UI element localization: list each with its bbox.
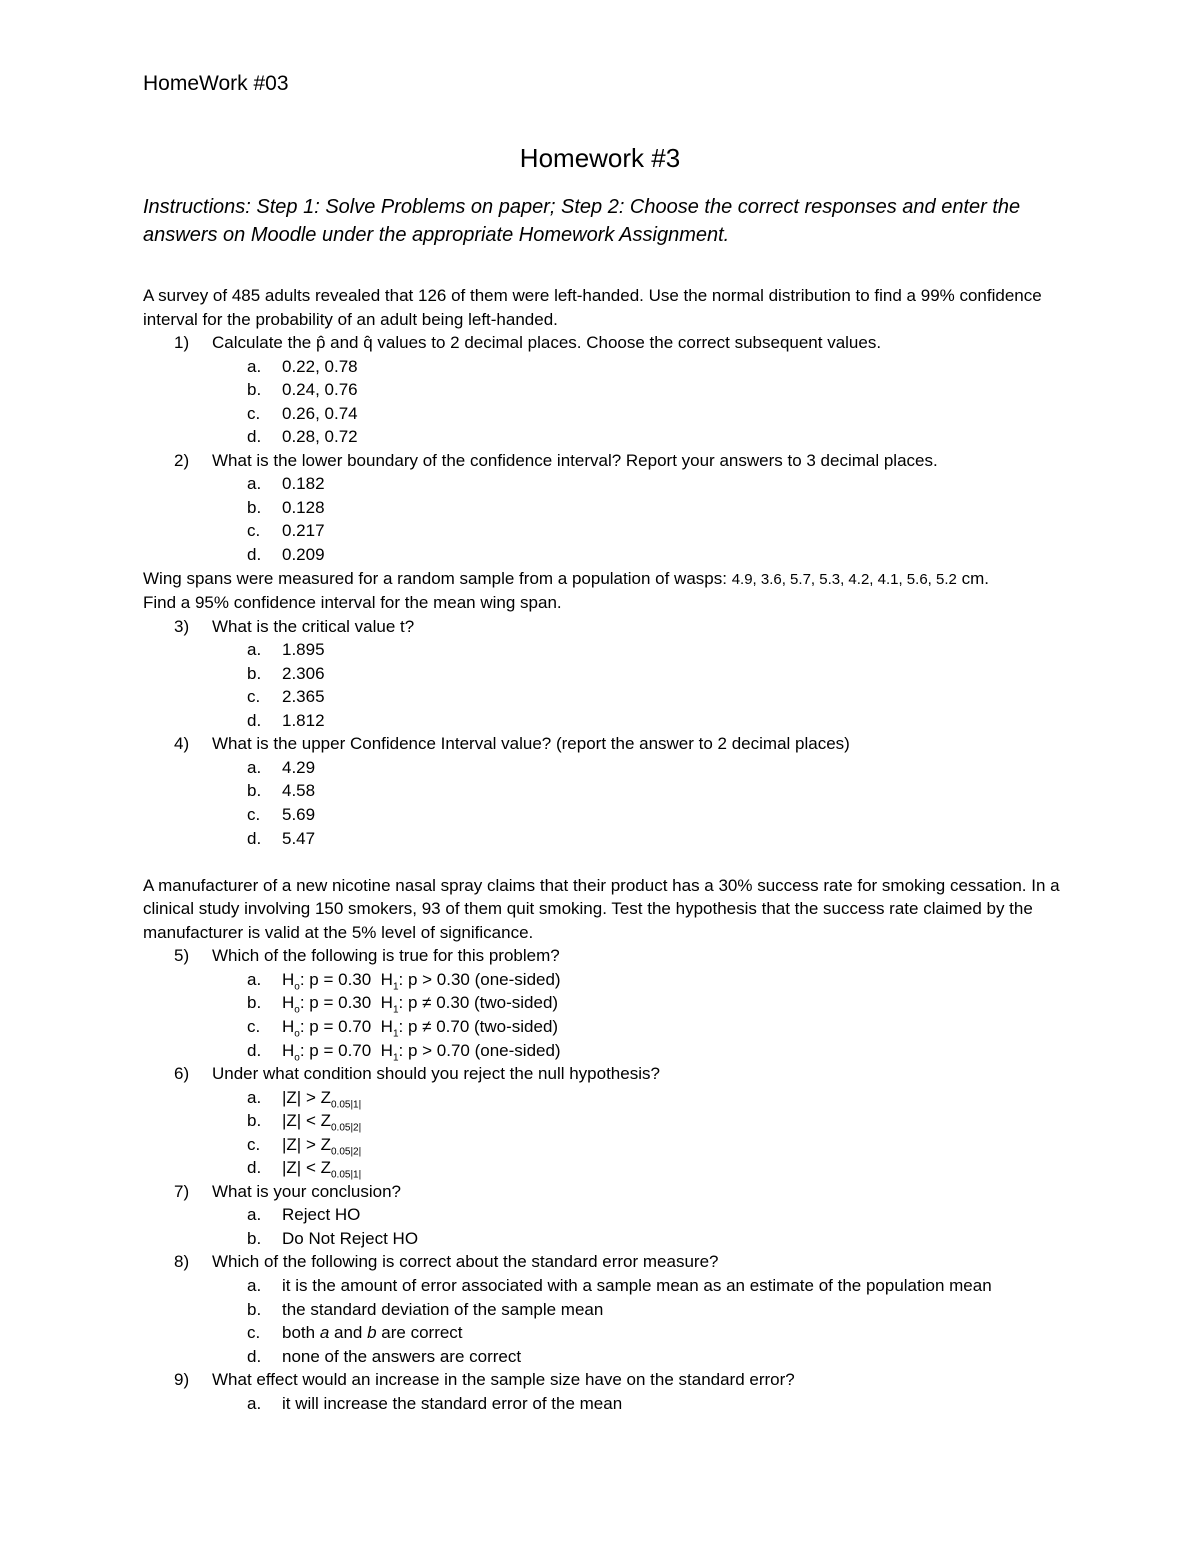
option-letter: d.: [247, 545, 262, 565]
option-text: |Z| < Z: [282, 1158, 331, 1178]
option-letter: a.: [247, 1205, 262, 1225]
option-2a: [143, 472, 1073, 496]
null-hypothesis-symbol: H: [282, 969, 295, 989]
option-ref-a: a: [319, 1323, 330, 1343]
question-text: What is the lower boundary of the confidence interval? Report your answers to 3 decimal places.: [212, 450, 938, 470]
question-number: 2): [174, 450, 190, 470]
option-8a: [143, 1274, 1073, 1298]
subscript: 1: [392, 981, 399, 993]
option-letter: b.: [247, 993, 262, 1013]
question-5: [143, 944, 1073, 968]
option-letter: b.: [247, 1111, 262, 1131]
subscript: 1: [392, 1028, 399, 1040]
option-letter: d.: [247, 1158, 262, 1178]
option-text: and: [329, 1323, 368, 1343]
option-letter: c.: [247, 403, 261, 423]
option-letter: c.: [247, 687, 261, 707]
question-6: [143, 1062, 1073, 1086]
subscript: 0.05|2|: [330, 1146, 362, 1158]
option-8b: [143, 1298, 1073, 1322]
option-letter: a.: [247, 757, 262, 777]
question-9: [143, 1368, 1073, 1392]
option-5d: [143, 1039, 1073, 1063]
null-hypothesis-symbol: H: [282, 1016, 295, 1036]
option-4b: [143, 779, 1073, 803]
question-7: [143, 1180, 1073, 1204]
blank-line: [143, 850, 1073, 874]
wingspan-data: 4.9, 3.6, 5.7, 5.3, 4.2, 4.1, 5.6, 5.2: [731, 570, 957, 588]
question-text: Under what condition should you reject the null hypothesis?: [212, 1064, 660, 1084]
option-text: |Z| < Z: [282, 1111, 331, 1131]
option-text: 4.29: [282, 757, 316, 777]
option-letter: b.: [247, 663, 262, 683]
section2-intro-lead: Wing spans were measured for a random sample from a population of wasps:: [143, 568, 732, 588]
page-title: Homework #3: [519, 143, 681, 173]
option-text: it will increase the standard error of the mean: [282, 1393, 623, 1413]
option-text: 4.58: [282, 781, 316, 801]
option-8c: [143, 1321, 1073, 1345]
option-text: 1.812: [282, 710, 325, 730]
option-letter: d.: [247, 1040, 262, 1060]
option-4a: [143, 756, 1073, 780]
option-6c: [143, 1133, 1073, 1157]
option-8d: [143, 1345, 1073, 1369]
question-text: Which of the following is true for this problem?: [212, 946, 560, 966]
alt-hypothesis: : p ≠ 0.70 (two-sided): [398, 1016, 559, 1036]
question-number: 6): [174, 1064, 190, 1084]
option-letter: c.: [247, 1134, 261, 1154]
option-letter: c.: [247, 521, 261, 541]
option-text: 0.182: [282, 474, 325, 494]
question-text: What effect would an increase in the sample size have on the standard error?: [212, 1370, 795, 1390]
option-1b: [143, 378, 1073, 402]
subscript: 0.05|2|: [330, 1122, 362, 1134]
option-letter: b.: [247, 380, 262, 400]
question-number: 9): [174, 1370, 190, 1390]
alt-hypothesis-symbol: H: [380, 1040, 393, 1060]
option-3a: [143, 638, 1073, 662]
option-2c: [143, 519, 1073, 543]
option-text: 5.69: [282, 805, 316, 825]
option-letter: c.: [247, 1016, 261, 1036]
subscript: o: [294, 1051, 300, 1063]
option-1a: [143, 355, 1073, 379]
null-hypothesis: : p = 0.70: [299, 1016, 372, 1036]
option-3c: [143, 685, 1073, 709]
question-8: [143, 1250, 1073, 1274]
option-letter: c.: [247, 1323, 261, 1343]
option-letter: d.: [247, 1346, 262, 1366]
page-header: HomeWork #03: [143, 72, 289, 95]
option-text: both: [282, 1323, 320, 1343]
question-1: [143, 331, 1073, 355]
section1-intro: A survey of 485 adults revealed that 126 of them were left-handed. Use the normal distribution to find a 99% confidence interval for the probability of an adult being left-handed.: [143, 286, 1042, 329]
option-6b: [143, 1109, 1073, 1133]
option-letter: b.: [247, 1228, 262, 1248]
section3-intro: A manufacturer of a new nicotine nasal spray claims that their product has a 30% success rate for smoking cessation. In a clinical study involving 150 smokers, 93 of them quit smoking. Test the hypothesis that the success rate claimed by the manufacturer is valid at the 5% level of significance.: [143, 875, 1060, 942]
option-2b: [143, 496, 1073, 520]
option-text: 0.28, 0.72: [282, 427, 358, 447]
null-hypothesis: : p = 0.30: [299, 993, 372, 1013]
section2-intro-tail: cm.: [956, 568, 989, 588]
null-hypothesis: : p = 0.30: [299, 969, 372, 989]
option-text: 0.26, 0.74: [282, 403, 358, 423]
alt-hypothesis: : p > 0.70 (one-sided): [398, 1040, 561, 1060]
option-text: 1.895: [282, 640, 325, 660]
subscript: o: [294, 1028, 300, 1040]
option-ref-b: b: [367, 1323, 377, 1343]
option-text: 0.128: [282, 497, 325, 517]
option-letter: d.: [247, 710, 262, 730]
option-letter: a.: [247, 969, 262, 989]
section2-intro-line2: Find a 95% confidence interval for the mean wing span.: [143, 593, 562, 613]
option-9a: [143, 1392, 1073, 1416]
option-6d: [143, 1156, 1073, 1180]
subscript: 0.05|1|: [330, 1169, 362, 1181]
null-hypothesis-symbol: H: [282, 1040, 295, 1060]
option-text: |Z| > Z: [282, 1087, 331, 1107]
subscript: 0.05|1|: [330, 1098, 362, 1110]
question-2: [143, 449, 1073, 473]
option-4d: [143, 827, 1073, 851]
question-number: 1): [174, 333, 190, 353]
option-text: none of the answers are correct: [282, 1346, 522, 1366]
option-text: 2.365: [282, 687, 325, 707]
option-letter: a.: [247, 1087, 262, 1107]
question-number: 4): [174, 734, 190, 754]
document-body: [143, 284, 1073, 1415]
option-text: are correct: [376, 1323, 463, 1343]
option-text: the standard deviation of the sample mean: [282, 1299, 604, 1319]
option-letter: a.: [247, 640, 262, 660]
option-text: 0.209: [282, 545, 325, 565]
option-text: 0.24, 0.76: [282, 380, 358, 400]
alt-hypothesis-symbol: H: [380, 969, 393, 989]
option-letter: a.: [247, 1393, 262, 1413]
option-text: Do Not Reject HO: [282, 1228, 419, 1248]
null-hypothesis-symbol: H: [282, 993, 295, 1013]
option-letter: c.: [247, 805, 261, 825]
option-letter: d.: [247, 427, 262, 447]
option-1d: [143, 425, 1073, 449]
question-text: Calculate the p̂ and q̂ values to 2 decimal places. Choose the correct subsequent values.: [212, 333, 882, 353]
option-letter: b.: [247, 1299, 262, 1319]
option-text: it is the amount of error associated with a sample mean as an estimate of the population mean: [282, 1275, 992, 1295]
subscript: 1: [392, 1004, 399, 1016]
alt-hypothesis-symbol: H: [380, 993, 393, 1013]
option-5c: [143, 1015, 1073, 1039]
option-text: 0.217: [282, 521, 325, 541]
question-text: What is the upper Confidence Interval value? (report the answer to 2 decimal places): [212, 734, 850, 754]
option-text: 2.306: [282, 663, 325, 683]
question-number: 8): [174, 1252, 190, 1272]
question-text: What is the critical value t?: [212, 616, 415, 636]
option-letter: a.: [247, 356, 262, 376]
option-letter: b.: [247, 781, 262, 801]
option-4c: [143, 803, 1073, 827]
subscript: 1: [392, 1051, 399, 1063]
option-text: 0.22, 0.78: [282, 356, 358, 376]
question-3: [143, 615, 1073, 639]
option-7b: [143, 1227, 1073, 1251]
option-1c: [143, 402, 1073, 426]
section2-intro: [143, 567, 1073, 592]
instructions: Instructions: Step 1: Solve Problems on paper; Step 2: Choose the correct responses and enter the answers on Moodle under the appropriate Homework Assignment.: [143, 196, 1021, 246]
null-hypothesis: : p = 0.70: [299, 1040, 372, 1060]
question-4: [143, 732, 1073, 756]
question-number: 3): [174, 616, 190, 636]
question-text: Which of the following is correct about the standard error measure?: [212, 1252, 719, 1272]
option-letter: a.: [247, 474, 262, 494]
option-7a: [143, 1203, 1073, 1227]
question-text: What is your conclusion?: [212, 1181, 401, 1201]
option-6a: [143, 1086, 1073, 1110]
option-3b: [143, 662, 1073, 686]
question-number: 7): [174, 1181, 190, 1201]
option-5a: [143, 968, 1073, 992]
option-letter: d.: [247, 828, 262, 848]
alt-hypothesis-symbol: H: [380, 1016, 393, 1036]
subscript: o: [294, 1004, 300, 1016]
option-letter: a.: [247, 1275, 262, 1295]
alt-hypothesis: : p > 0.30 (one-sided): [398, 969, 561, 989]
option-3d: [143, 709, 1073, 733]
alt-hypothesis: : p ≠ 0.30 (two-sided): [398, 993, 559, 1013]
subscript: o: [294, 981, 300, 993]
option-5b: [143, 991, 1073, 1015]
option-letter: b.: [247, 497, 262, 517]
question-number: 5): [174, 946, 190, 966]
option-2d: [143, 543, 1073, 567]
option-text: 5.47: [282, 828, 316, 848]
option-text: Reject HO: [282, 1205, 361, 1225]
option-text: |Z| > Z: [282, 1134, 331, 1154]
